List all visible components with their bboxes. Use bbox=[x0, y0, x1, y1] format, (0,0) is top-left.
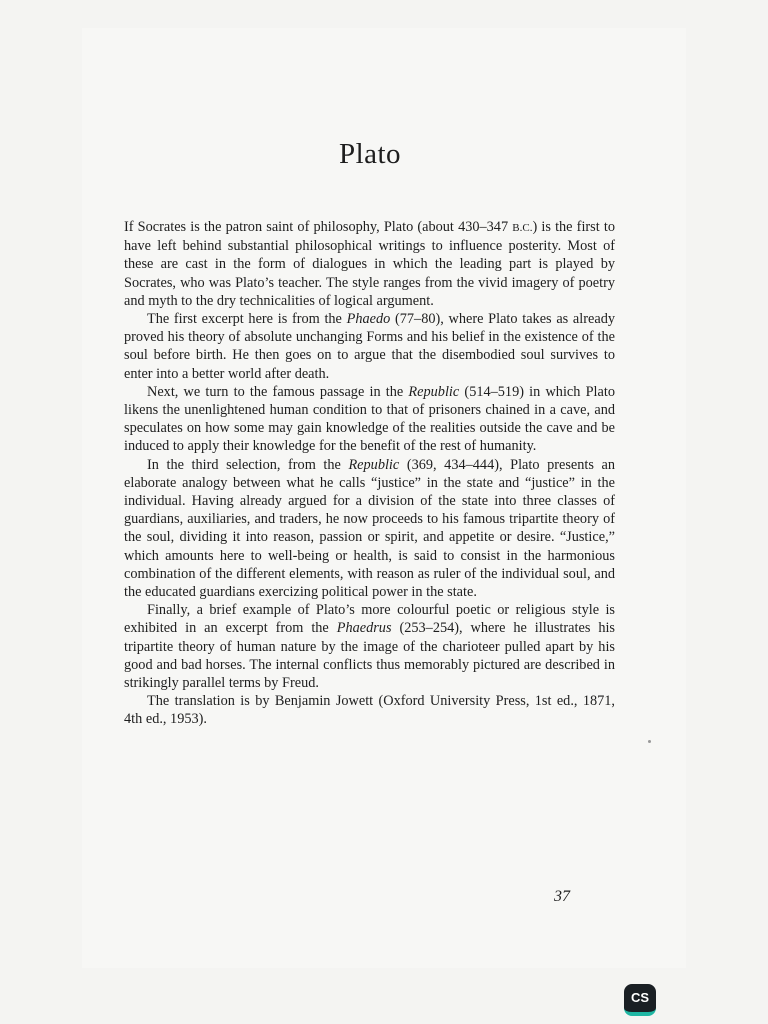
small-caps-text: B.C. bbox=[512, 222, 533, 234]
text-run: The first excerpt here is from the bbox=[147, 311, 347, 328]
camscanner-badge-icon[interactable]: CS bbox=[624, 984, 656, 1016]
text-run: (514–519) in which Plato likens the unenlightened human condition to that of prisoners chained in a cave, and speculates on how some may gain knowledge of the realities outside the cave and be induced to apply their knowledge for the benefit of the rest of humanity. bbox=[124, 383, 615, 455]
text-run: The translation is by Benjamin Jowett (Oxford University Press, 1st ed., 1871, 4th ed., 1953). bbox=[124, 693, 615, 728]
text-run: Next, we turn to the famous passage in the bbox=[147, 383, 409, 400]
paragraph bbox=[124, 601, 615, 692]
page-number: 37 bbox=[554, 888, 570, 905]
paragraph bbox=[124, 310, 615, 383]
paragraph bbox=[124, 218, 615, 310]
italic-title: Republic bbox=[408, 383, 460, 400]
text-run: If Socrates is the patron saint of philosophy, Plato (about 430–347 bbox=[124, 219, 513, 235]
body-text bbox=[124, 218, 615, 729]
text-run: (77–80), where Plato takes as already proved his theory of absolute unchanging Forms and his belief in the existence of the soul before birth. He then goes on to argue that the disembodied soul survives to enter into a better world after death. bbox=[124, 311, 615, 382]
paragraph bbox=[124, 383, 615, 456]
paragraph bbox=[124, 692, 615, 728]
chapter-title: Plato bbox=[338, 138, 402, 170]
italic-title: Phaedo bbox=[346, 311, 391, 328]
text-run: In the third selection, from the bbox=[147, 456, 349, 473]
scan-speck bbox=[648, 740, 651, 743]
text-run: (369, 434–444), Plato presents an elaborate analogy between what he calls “justice” in the state and “justice” in the individual. Having already argued for a division of the state into three classes of guardians, auxiliaries, and traders, he now proceeds to his famous tripartite theory of the soul, dividing it into reason, passion or spirit, and appetite or desire. “Justice,” which amounts here to well-being or health, is said to consist in the harmonious combination of the different elements, with reason as ruler of the individual soul, and the educated guardians exercizing political power in the state. bbox=[124, 456, 615, 601]
italic-title: Republic bbox=[348, 456, 400, 473]
text-run: (253–254), where he illustrates his tripartite theory of human nature by the image of the charioteer pulled apart by his good and bad horses. The internal conflicts thus memorably pictured are described in strikingly parallel terms by Freud. bbox=[124, 620, 615, 692]
paragraph bbox=[124, 456, 615, 602]
italic-title: Phaedrus bbox=[336, 620, 392, 637]
text-run: ) is the first to have left behind substantial philosophical writings to influence posterity. Most of these are cast in the form of dialogues in which the leading part is played by Socrates, who was Plato’s teacher. The style ranges from the vivid imagery of poetry and myth to the dry technicalities of logical argument. bbox=[124, 219, 615, 309]
text-run: Finally, a brief example of Plato’s more colourful poetic or religious style is exhibited in an excerpt from the bbox=[124, 602, 615, 637]
